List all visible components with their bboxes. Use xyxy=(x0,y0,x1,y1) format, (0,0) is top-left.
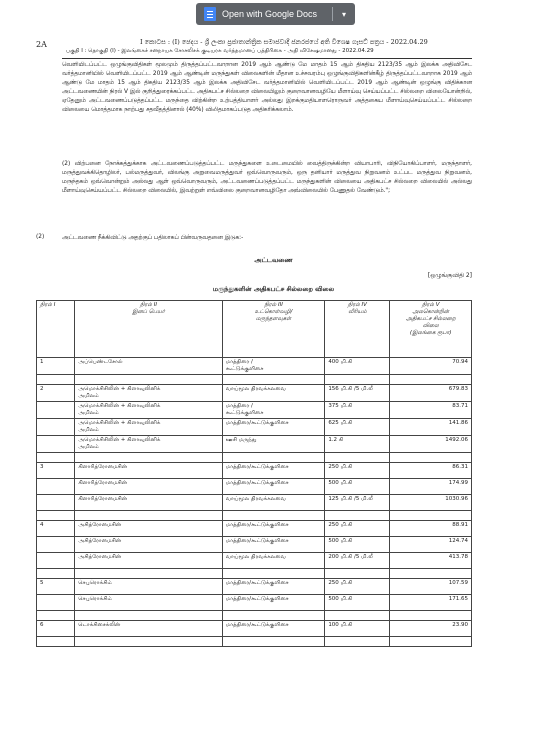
cell-strength: 500 மி.கி xyxy=(325,537,390,553)
cell-generic-name: கிளாரித்ரோமைசின் xyxy=(75,495,223,511)
cell-dosage-form: வாய்மூல திரவக்கலவை xyxy=(222,385,325,402)
google-docs-icon xyxy=(204,7,216,21)
cell-dosage-form: மாத்திரை / கூட்டுக்குளிசை xyxy=(222,358,325,375)
cell-number xyxy=(37,495,75,511)
cell-dosage-form: மாத்திரை/கூட்டுக்குளிசை xyxy=(222,579,325,595)
cell-strength: 125 மி.கி /5 மி.லீ xyxy=(325,495,390,511)
cell-number xyxy=(37,479,75,495)
table-title: மருந்துகளின் அதிகபட்ச சில்லறை விலை xyxy=(212,285,335,293)
cell-strength: 400 மி.கி xyxy=(325,358,390,375)
cell-number: 5 xyxy=(37,579,75,595)
table-spacer-cell xyxy=(390,511,472,521)
header-column-2: நிரல் II இனப் பெயர் xyxy=(75,301,223,358)
table-spacer-cell xyxy=(222,637,325,647)
table-spacer-cell xyxy=(390,375,472,385)
cell-max-price: 124.74 xyxy=(390,537,472,553)
table-spacer-cell xyxy=(37,637,75,647)
cell-generic-name: டொக்சிசைக்லின் xyxy=(75,621,223,637)
cell-dosage-form: மாத்திரை/கூட்டுக்குளிசை xyxy=(222,621,325,637)
table-spacer-cell xyxy=(325,511,390,521)
header-divider xyxy=(62,58,472,59)
table-row xyxy=(37,537,472,553)
cell-max-price: 23.90 xyxy=(390,621,472,637)
cell-dosage-form: மாத்திரை/கூட்டுக்குளிசை xyxy=(222,521,325,537)
cell-number: 1 xyxy=(37,358,75,375)
table-body xyxy=(37,358,472,647)
cell-max-price: 70.94 xyxy=(390,358,472,375)
cell-generic-name: அமொக்சிசிலின் + கிளாவுலினிக் அமிலம் xyxy=(75,385,223,402)
chevron-down-icon[interactable]: ▾ xyxy=(341,9,346,19)
cell-dosage-form: மாத்திரை/கூட்டுக்குளிசை xyxy=(222,463,325,479)
cell-number xyxy=(37,595,75,611)
cell-max-price: 1492.06 xyxy=(390,436,472,453)
cell-max-price: 174.99 xyxy=(390,479,472,495)
table-row xyxy=(37,495,472,511)
table-spacer-cell xyxy=(390,453,472,463)
table-spacer-cell xyxy=(37,453,75,463)
table-spacer-cell xyxy=(390,637,472,647)
table-spacer-cell xyxy=(75,453,223,463)
table-row xyxy=(37,402,472,419)
table-spacer-cell xyxy=(390,569,472,579)
table-spacer-cell xyxy=(222,375,325,385)
table-spacer-cell xyxy=(325,453,390,463)
cell-generic-name: செபுரொக்சிம் xyxy=(75,595,223,611)
cell-strength: 625 மி.கி xyxy=(325,419,390,436)
cell-strength: 250 மி.கி xyxy=(325,579,390,595)
header-column-5: நிரல் V அலகொன்றின் அதிகபட்ச சில்லறை விலை (இலங்கை ரூபா) xyxy=(390,301,472,358)
header-column-4: நிரல் IV வீரியம் xyxy=(325,301,390,358)
cell-dosage-form: மாத்திரை/கூட்டுக்குளிசை xyxy=(222,595,325,611)
cell-generic-name: அசித்ரோமைசின் xyxy=(75,521,223,537)
cell-number: 3 xyxy=(37,463,75,479)
cell-generic-name: கிளாரித்ரோமைசின் xyxy=(75,463,223,479)
paragraph-1: வெளியிடப்பட்ட ஒழுங்குவிதிகள் மூலமும் திருத்தப்பட்டவாறான 2019 ஆம் ஆண்டு மே மாதம் 15 ஆம் திகதிய 2123/35 ஆம் இலக்க அதிவிசேட வர்த்தமானியில் வெளியிடப்பட்ட 2019 ஆம் ஆண்டின் மருந்துகள் விலைகளின் மீதான உச்சவரம்பு ஒழுங்குவிதிகளின்கீழ் திருத்தப்பட்டவாறாக 2019 ஆம் ஆண்டு மே மாதம் 15 ஆம் திகதிய 2123/35 ஆம் இலக்க அதிவிசேட வர்த்தமானியில் வெளியிடப்பட்ட 2019 ஆம் ஆண்டின் ஒழுங்கு விதிக்கான அட்டவணையின் நிரல் V இல் குறித்துரைக்கப்பட்ட அதிகபட்ச சில்லறை விலையிலும் குறைவானவழியே மீளாய்வு செய்யப்பட்ட சில்லறை விலையோன்றில், ஏதேனும் அட்டவணைப்படுத்தப்பட்ட மருந்தை விற்கின்ற உற்பத்தியாளர் அல்லது இறக்குமதியாளரொருவர் அத்தகைய மீளாய்வுசெய்யப்பட்ட சில்லறை விலையை மொத்தமாக நாற்பது சதவீதத்தினால் (40%) விலிதமாகப்படுத அதிகரிக்கலாம். xyxy=(62,62,472,114)
cell-generic-name: அசித்ரோமைசின் xyxy=(75,553,223,569)
paragraph-3: அட்டவணை நீக்கிவிட்டு அதற்குப் பதிலாகப் பின்வருவதனை இடுக:- xyxy=(62,235,244,241)
cell-number xyxy=(37,553,75,569)
table-spacer-cell xyxy=(390,611,472,621)
table-spacer-row xyxy=(37,611,472,621)
table-spacer-cell xyxy=(325,637,390,647)
cell-dosage-form: மாத்திரை/கூட்டுக்குளிசை xyxy=(222,479,325,495)
cell-generic-name: அமொக்சிசிலின் + கிளாவுலினிக் அமிலம் xyxy=(75,402,223,419)
table-row xyxy=(37,579,472,595)
cell-number xyxy=(37,436,75,453)
cell-max-price: 86.31 xyxy=(390,463,472,479)
cell-generic-name: கிளாரித்ரோமைசின் xyxy=(75,479,223,495)
table-spacer-cell xyxy=(75,569,223,579)
open-with-google-docs-button[interactable] xyxy=(196,3,355,25)
gazette-header-sinhala: I කොටස : (I) ඡෙදය - ශ්‍රී ලංකා ප්‍රජාතාන්ත්‍රික සමාජවාදී ජනරජයේ අති විශෙෂ ගැසට් පත්‍රය - 2022.04.29 xyxy=(140,38,428,46)
table-spacer-cell xyxy=(37,611,75,621)
header-column-3: நிரல் III உட்கொள்வழி/ மருந்தளவுகள் xyxy=(222,301,325,358)
table-spacer-cell xyxy=(222,569,325,579)
table-spacer-row xyxy=(37,511,472,521)
table-spacer-cell xyxy=(222,611,325,621)
cell-strength: 156 மி.கி /5 மி.லீ xyxy=(325,385,390,402)
cell-max-price: 1030.96 xyxy=(390,495,472,511)
paragraph-2: (2) விற்பனை நோக்கத்துக்காக அட்டவணைப்படுத்தப்பட்ட மருந்துகளை உடைமையில் வைத்திருக்கின்ற வியாபாரி, விநியோகிப்பாளர், மருந்தாளர், மருத்துவக்கிதொழிலர், பல்மருத்துவர், விலங்கு அறுவைமருத்துவர் ஒவ்வொருவரும், ஒரு தனியார் மருத்துவ நிறுவனம் உட்பட மருத்துவ நிறுவனம், மருந்தகம் ஒவ்வொன்றும் அல்லது ஆள் ஒவ்வொருவரும், அட்டவணைப்படுத்தப்பட்ட மருந்துகளின் விலையை அதிகபட்ச சில்லறை விலையில் அல்லது மீளாய்வுசெய்யப்பட்ட சில்லறை விலையில், இவற்றுள் எவ்விலை குறைவானவழிதோ அவ்விலையில் பேணுதல் வேண்டும்."; xyxy=(62,161,472,195)
table-row xyxy=(37,419,472,436)
cell-dosage-form: வாய்மூல திரவக்கலவை xyxy=(222,553,325,569)
cell-dosage-form: மாத்திரை / கூட்டுக்குளிசை xyxy=(222,402,325,419)
cell-number: 4 xyxy=(37,521,75,537)
cell-strength: 250 மி.கி xyxy=(325,463,390,479)
cell-number xyxy=(37,419,75,436)
table-header-row xyxy=(37,301,472,358)
cell-max-price: 88.91 xyxy=(390,521,472,537)
gazette-header-tamil: பகுதி I : தொகுதி (I) - இலங்கைச் சனநாயக சோசலிசக் குடியரசு வர்த்தமானப் பத்திரிகை - அதி விசேஷமானது - 2022.04.29 xyxy=(66,48,374,54)
drug-price-table xyxy=(36,300,472,647)
table-spacer-cell xyxy=(75,637,223,647)
table-row xyxy=(37,463,472,479)
cell-dosage-form: ஊசி மருந்து xyxy=(222,436,325,453)
table-row xyxy=(37,621,472,637)
cell-max-price: 413.78 xyxy=(390,553,472,569)
table-spacer-row xyxy=(37,453,472,463)
cell-number: 6 xyxy=(37,621,75,637)
table-spacer-cell xyxy=(75,611,223,621)
cell-generic-name: செபுரொக்சிம் xyxy=(75,579,223,595)
cell-strength: 200 மி.கி /5 மி.லீ xyxy=(325,553,390,569)
table-spacer-cell xyxy=(75,375,223,385)
cell-generic-name: அசித்ரோமைசின் xyxy=(75,537,223,553)
table-row xyxy=(37,358,472,375)
cell-dosage-form: வாய்மூல திரவக்கலவை xyxy=(222,495,325,511)
cell-number xyxy=(37,537,75,553)
table-row xyxy=(37,595,472,611)
cell-max-price: 171.65 xyxy=(390,595,472,611)
cell-strength: 100 மி.கி xyxy=(325,621,390,637)
table-spacer-cell xyxy=(75,511,223,521)
cell-dosage-form: மாத்திரை/கூட்டுக்குளிசை xyxy=(222,419,325,436)
table-spacer-row xyxy=(37,637,472,647)
cell-strength: 375 மி.கி xyxy=(325,402,390,419)
cell-number xyxy=(37,402,75,419)
cell-strength: 500 மி.கி xyxy=(325,595,390,611)
table-spacer-cell xyxy=(37,511,75,521)
table-spacer-cell xyxy=(222,453,325,463)
table-spacer-cell xyxy=(325,375,390,385)
header-column-1: நிரல் I xyxy=(37,301,75,358)
cell-dosage-form: மாத்திரை/கூட்டுக்குளிசை xyxy=(222,537,325,553)
regulation-reference: [ஒழுங்குவிதி 2] xyxy=(427,272,472,279)
table-spacer-row xyxy=(37,569,472,579)
paragraph-3-number: (2) xyxy=(36,234,45,240)
table-row xyxy=(37,385,472,402)
cell-max-price: 679.83 xyxy=(390,385,472,402)
page-number: 2A xyxy=(36,40,47,49)
table-row xyxy=(37,553,472,569)
cell-generic-name: அமொக்சிசிலின் + கிளாவுலினிக் அமிலம் xyxy=(75,419,223,436)
cell-generic-name: அப்பெண்டசோல் xyxy=(75,358,223,375)
table-spacer-cell xyxy=(37,375,75,385)
table-spacer-row xyxy=(37,375,472,385)
cell-max-price: 83.71 xyxy=(390,402,472,419)
cell-max-price: 107.59 xyxy=(390,579,472,595)
cell-strength: 1.2 கி xyxy=(325,436,390,453)
table-row xyxy=(37,479,472,495)
cell-strength: 500 மி.கி xyxy=(325,479,390,495)
table-spacer-cell xyxy=(325,569,390,579)
cell-number: 2 xyxy=(37,385,75,402)
table-spacer-cell xyxy=(37,569,75,579)
cell-generic-name: அமொக்சிசிலின் + கிளாவுலினிக் அமிலம் xyxy=(75,436,223,453)
table-row xyxy=(37,521,472,537)
table-spacer-cell xyxy=(222,511,325,521)
schedule-title: அட்டவணை xyxy=(254,256,293,264)
cell-max-price: 141.86 xyxy=(390,419,472,436)
open-with-google-docs-label: Open with Google Docs xyxy=(222,9,318,19)
table-row xyxy=(37,436,472,453)
cell-strength: 250 மி.கி xyxy=(325,521,390,537)
table-spacer-cell xyxy=(325,611,390,621)
